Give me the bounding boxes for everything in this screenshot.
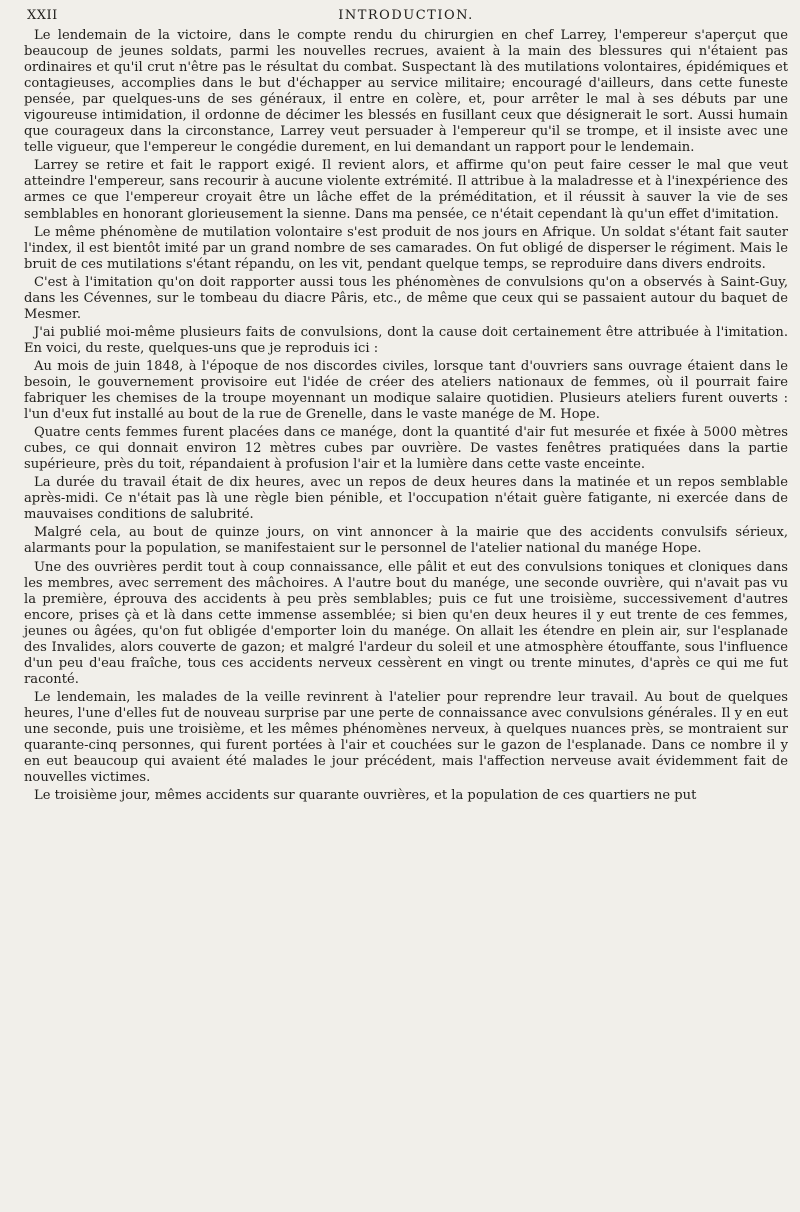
running-title: INTRODUCTION. xyxy=(338,8,474,23)
paragraph: Le lendemain de la victoire, dans le compte rendu du chirurgien en chef Larrey, l'empereur s'aperçut que beaucoup de jeunes soldats, parmi les nouvelles recrues, avaient à la main des blessures qui n'étaient pas ordinaires et qu'il crut n'être pas le résultat du combat. Suspectant là des mutilations volontaires, épidémiques et contagieuses, accomplies dans le but d'échapper au service militaire; encouragé d'ailleurs, dans cette funeste pensée, par quelques-uns de ses généraux, il entre en colère, et, pour arrêter le mal à ses débuts par une vigoureuse intimidation, il ordonne de décimer les blessés en fusillant ceux que désignerait le sort. Aussi humain que courageux dans la circonstance, Larrey veut persuader à l'empereur qu'il se trompe, et il insiste avec une telle vigueur, que l'empereur le congédie durement, en lui demandant un rapport pour le lendemain. xyxy=(24,28,788,156)
paragraph: Larrey se retire et fait le rapport exigé. Il revient alors, et affirme qu'on peut faire cesser le mal que veut atteindre l'empereur, sans recourir à aucune violente extrémité. Il attribue à la maladresse et à l'inexpérience des armes ce que l'empereur croyait être un lâche effet de la préméditation, et il réussit à sauver la vie de ses semblables en honorant glorieusement la sienne. Dans ma pensée, ce n'était cependant là qu'un effet d'imitation. xyxy=(24,158,788,222)
page-header xyxy=(24,8,788,28)
paragraph: Une des ouvrières perdit tout à coup connaissance, elle pâlit et eut des convulsions toniques et cloniques dans les membres, avec serrement des mâchoires. A l'autre bout du manége, une seconde ouvrière, qui n'avait pas vu la première, éprouva des accidents à peu près semblables; puis ce fut une troisième, successivement d'autres encore, prises çà et là dans cette immense assemblée; si bien qu'en deux heures il y eut trente de ces femmes, jeunes ou âgées, qu'on fut obligée d'emporter loin du manége. On allait les étendre en plein air, sur l'esplanade des Invalides, alors couverte de gazon; et malgré l'ardeur du soleil et une atmosphère étouffante, sous l'influence d'un peu d'eau fraîche, tous ces accidents nerveux cessèrent en vingt ou trente minutes, d'après ce qui me fut raconté. xyxy=(24,559,788,687)
paragraph: Le même phénomène de mutilation volontaire s'est produit de nos jours en Afrique. Un soldat s'étant fait sauter l'index, il est bientôt imité par un grand nombre de ses camarades. On fut obligé de disperser le régiment. Mais le bruit de ces mutilations s'étant répandu, on les vit, pendant quelque temps, se reproduire dans divers endroits. xyxy=(24,224,788,272)
paragraph: La durée du travail était de dix heures, avec un repos de deux heures dans la matinée et un repos semblable après-midi. Ce n'était pas là une règle bien pénible, et l'occupation n'était guère fatigante, ni exercée dans de mauvaises conditions de salubrité. xyxy=(24,475,788,523)
paragraph: Le troisième jour, mêmes accidents sur quarante ouvrières, et la population de ces quartiers ne put xyxy=(34,788,697,804)
paragraph: Quatre cents femmes furent placées dans ce manége, dont la quantité d'air fut mesurée et fixée à 5000 mètres cubes, ce qui donnait environ 12 mètres cubes par ouvrière. De vastes fenêtres pratiquées dans la partie supérieure, près du toit, répandaient à profusion l'air et la lumière dans cette vaste enceinte. xyxy=(24,425,788,473)
body-text xyxy=(24,28,788,804)
paragraph: C'est à l'imitation qu'on doit rapporter aussi tous les phénomènes de convulsions qu'on a observés à Saint-Guy, dans les Cévennes, sur le tombeau du diacre Pâris, etc., de même que ceux qui se passaient autour du baquet de Mesmer. xyxy=(24,274,788,322)
paragraph: Malgré cela, au bout de quinze jours, on vint annoncer à la mairie que des accidents convulsifs sérieux, alarmants pour la population, se manifestaient sur le personnel de l'atelier national du manége Hope. xyxy=(24,525,788,557)
page-number: XXII xyxy=(27,8,58,23)
paragraph: J'ai publié moi-même plusieurs faits de convulsions, dont la cause doit certainement être attribuée à l'imitation. En voici, du reste, quelques-uns que je reproduis ici : xyxy=(24,324,788,356)
paragraph: Le lendemain, les malades de la veille revinrent à l'atelier pour reprendre leur travail. Au bout de quelques heures, l'une d'elles fut de nouveau surprise par une perte de connaissance avec convulsions générales. Il y en eut une seconde, puis une troisième, et les mêmes phénomènes nerveux, à quelques nuances près, se montraient sur quarante-cinq personnes, qui furent portées à l'air et couchées sur le gazon de l'esplanade. Dans ce nombre il y en eut beaucoup qui avaient été malades le jour précédent, mais l'affection nerveuse avait évidemment fait de nouvelles victimes. xyxy=(24,689,788,786)
paragraph: Au mois de juin 1848, à l'époque de nos discordes civiles, lorsque tant d'ouvriers sans ouvrage étaient dans le besoin, le gouvernement provisoire eut l'idée de créer des ateliers nationaux de femmes, où il pourrait faire fabriquer les chemises de la troupe moyennant un modique salaire quotidien. Plusieurs ateliers furent ouverts : l'un d'eux fut installé au bout de la rue de Grenelle, dans le vaste manége de M. Hope. xyxy=(24,358,788,423)
